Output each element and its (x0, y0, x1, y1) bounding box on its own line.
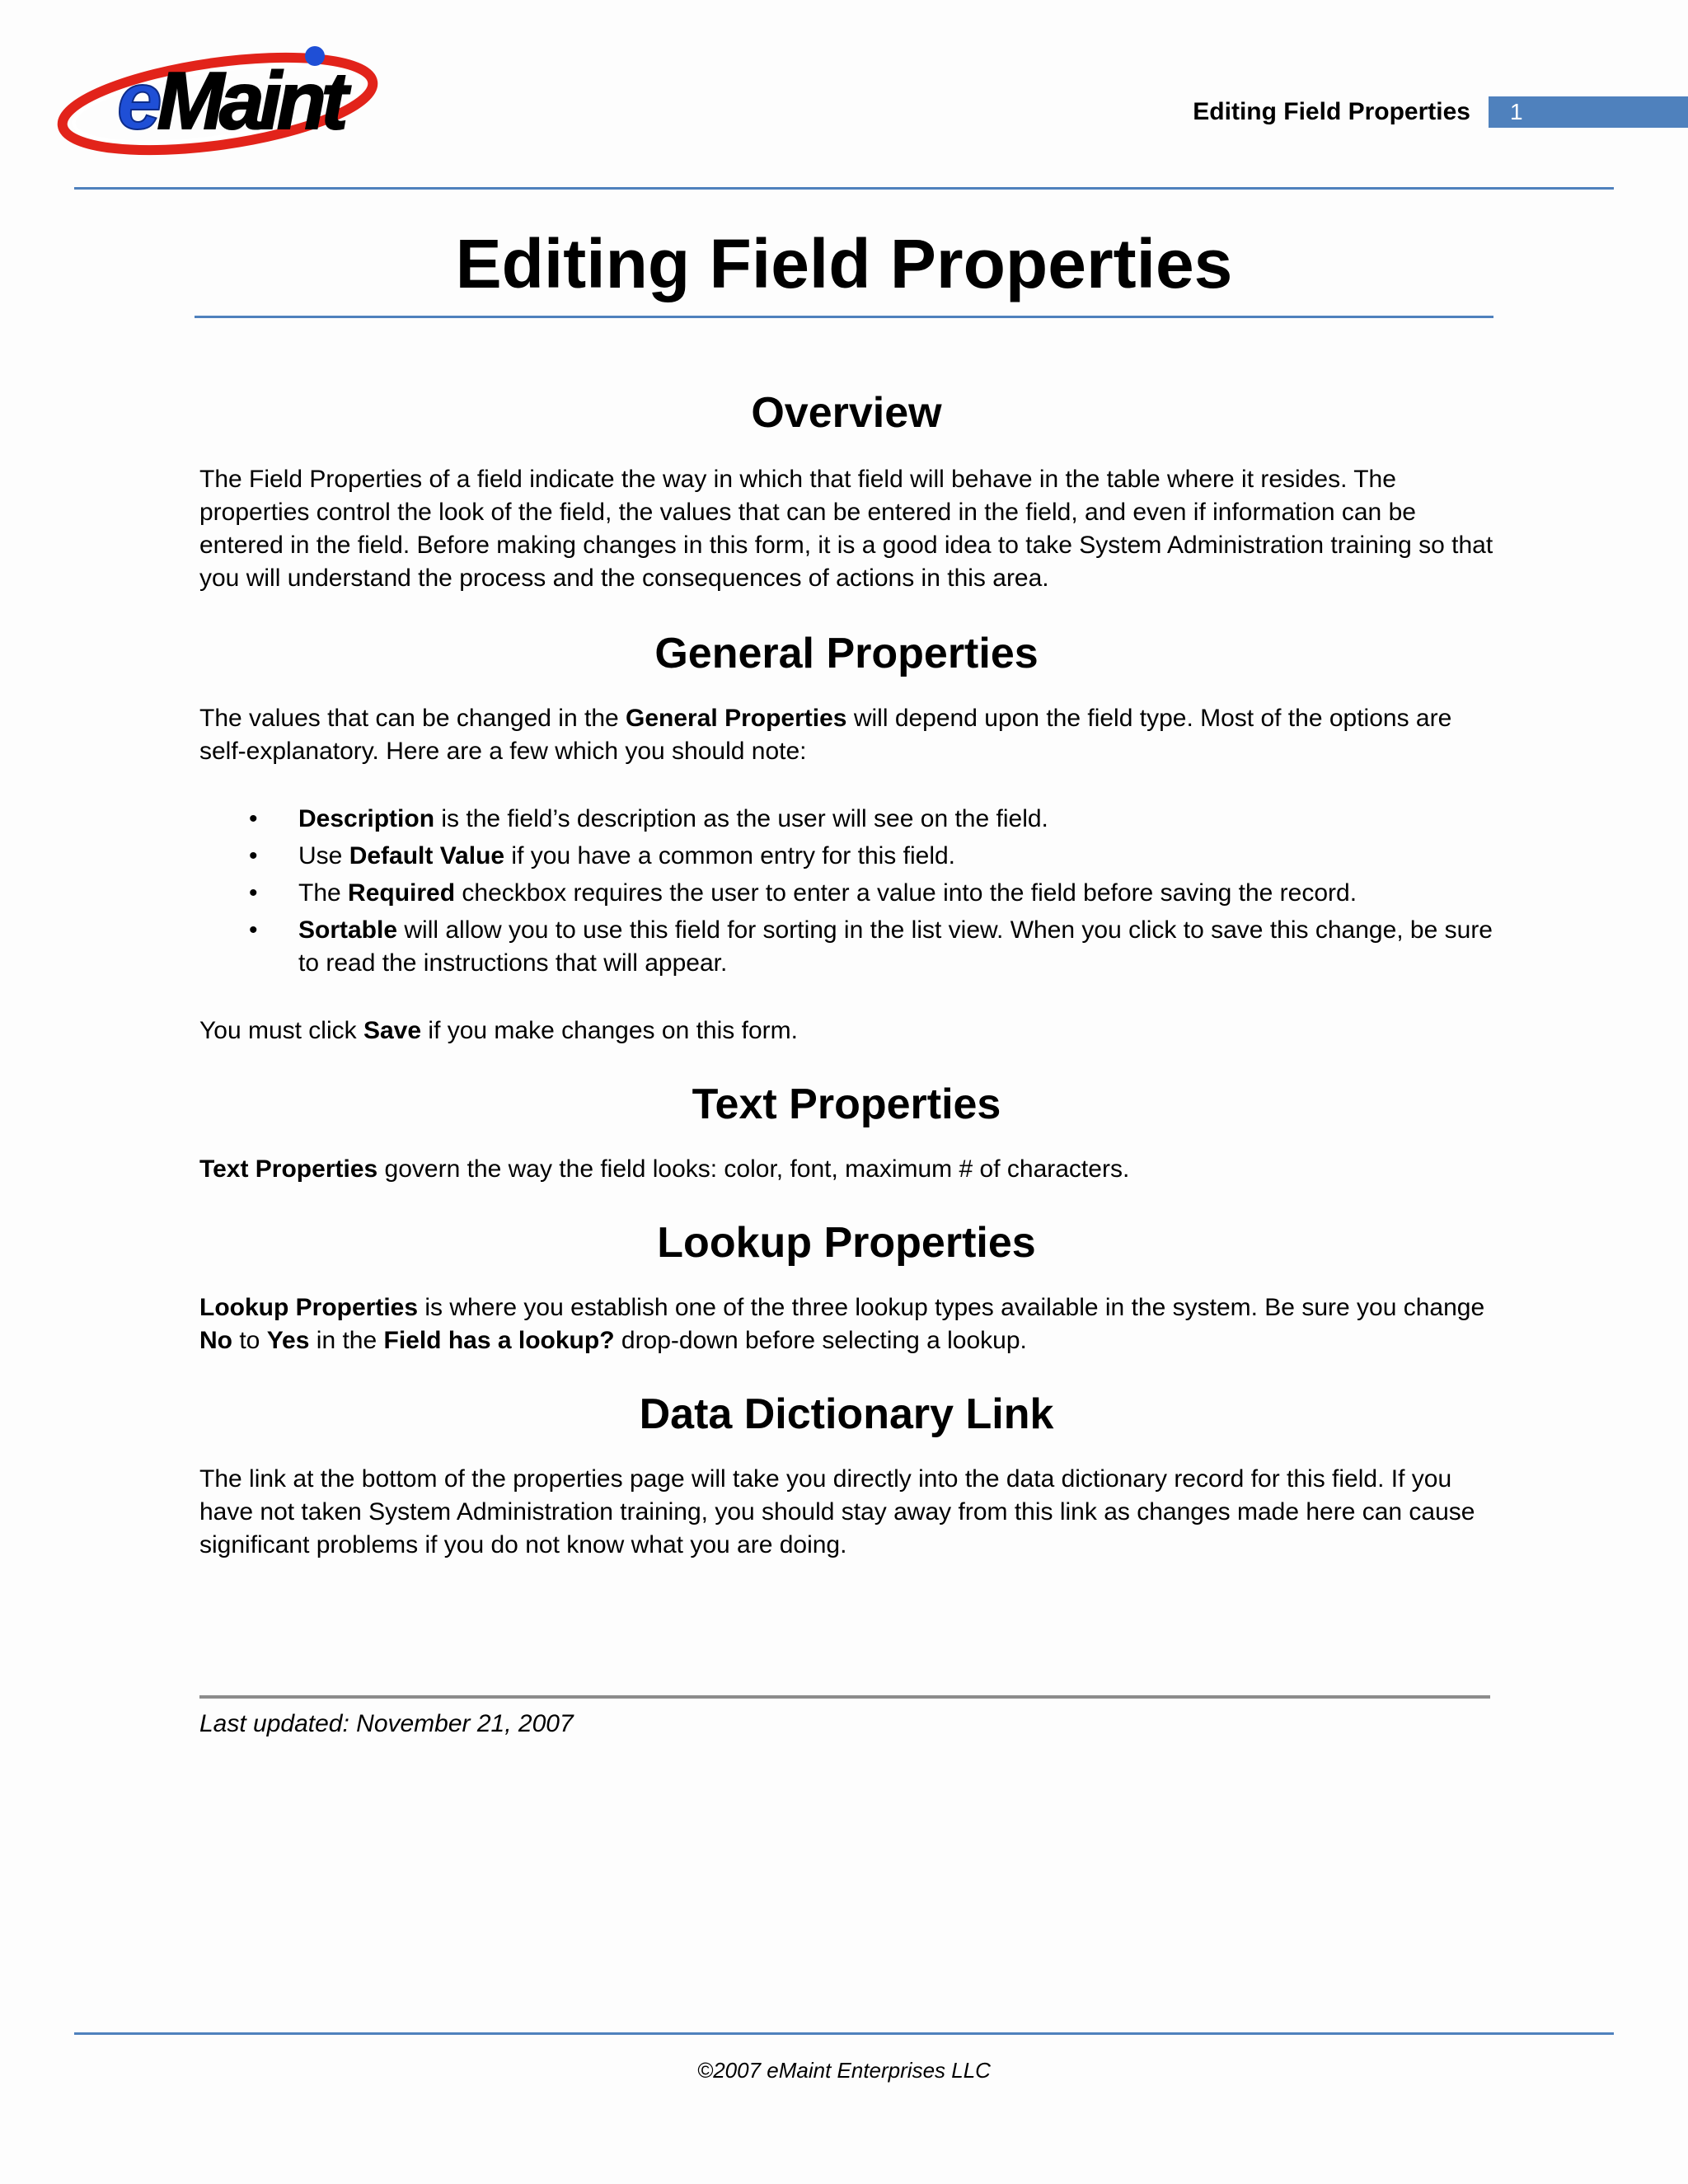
emaint-logo (53, 40, 429, 163)
lookup-properties-heading: Lookup Properties (657, 1219, 1036, 1267)
lookup-properties-paragraph: Lookup Properties is where you establish one of the three lookup types available in the system. Be sure you change No to Yes in the Field has a lookup? drop-down before selecting a lookup. (199, 1294, 1485, 1354)
overview-heading: Overview (751, 389, 942, 437)
general-properties-intro: The values that can be changed in the General Properties will depend upon the field type. Most of the options are self-explanatory. Here are a few which you should note: (199, 705, 1452, 765)
save-note: You must click Save if you make changes on this form. (199, 1017, 798, 1044)
list-item: • Description is the field’s description as the user will see on the field. (199, 803, 1493, 836)
text-properties-heading: Text Properties (692, 1080, 1001, 1128)
list-item: • The Required checkbox requires the user to enter a value into the field before saving the record. (199, 877, 1493, 910)
general-properties-heading: General Properties (654, 630, 1039, 677)
bullet-icon: • (249, 916, 258, 944)
page-number: 1 (1489, 96, 1688, 128)
list-item: • Sortable will allow you to use this field for sorting in the list view. When you click to save this change, be sure to read the instructions that will appear. (199, 914, 1493, 980)
general-properties-list (199, 803, 1493, 980)
footer-rule (74, 2032, 1614, 2035)
title-underline (195, 316, 1493, 318)
bullet-icon: • (249, 879, 258, 907)
bullet-icon: • (249, 805, 258, 832)
overview-paragraph: The Field Properties of a field indicate the way in which that field will behave in the table where it resides. The properties control the look of the field, the values that can be entered in the field, and even if information can be entered in the field. Before making changes in this form, it is a good idea to take System Administration training so that you will understand the process and the consequences of actions in this area. (199, 466, 1493, 592)
data-dictionary-paragraph: The link at the bottom of the properties page will take you directly into the data dictionary record for this field. If you have not taken System Administration training, you should stay away from this link as changes made here can cause significant problems if you do not know what you are doing. (199, 1465, 1475, 1558)
copyright: ©2007 eMaint Enterprises LLC (697, 2058, 991, 2083)
header-section-title: Editing Field Properties (1193, 98, 1470, 125)
last-updated-rule (199, 1695, 1490, 1699)
document-body (199, 387, 1493, 1562)
data-dictionary-heading: Data Dictionary Link (639, 1390, 1054, 1438)
bullet-icon: • (249, 842, 258, 869)
last-updated: Last updated: November 21, 2007 (199, 1710, 574, 1737)
emaint-logo-graphic (53, 40, 429, 163)
document-title: Editing Field Properties (455, 225, 1233, 302)
header-rule (74, 187, 1614, 190)
text-properties-paragraph: Text Properties govern the way the field looks: color, font, maximum # of characters. (199, 1155, 1130, 1183)
list-item: • Use Default Value if you have a common entry for this field. (199, 840, 1493, 873)
svg-text:eMaint: eMaint (117, 55, 344, 146)
